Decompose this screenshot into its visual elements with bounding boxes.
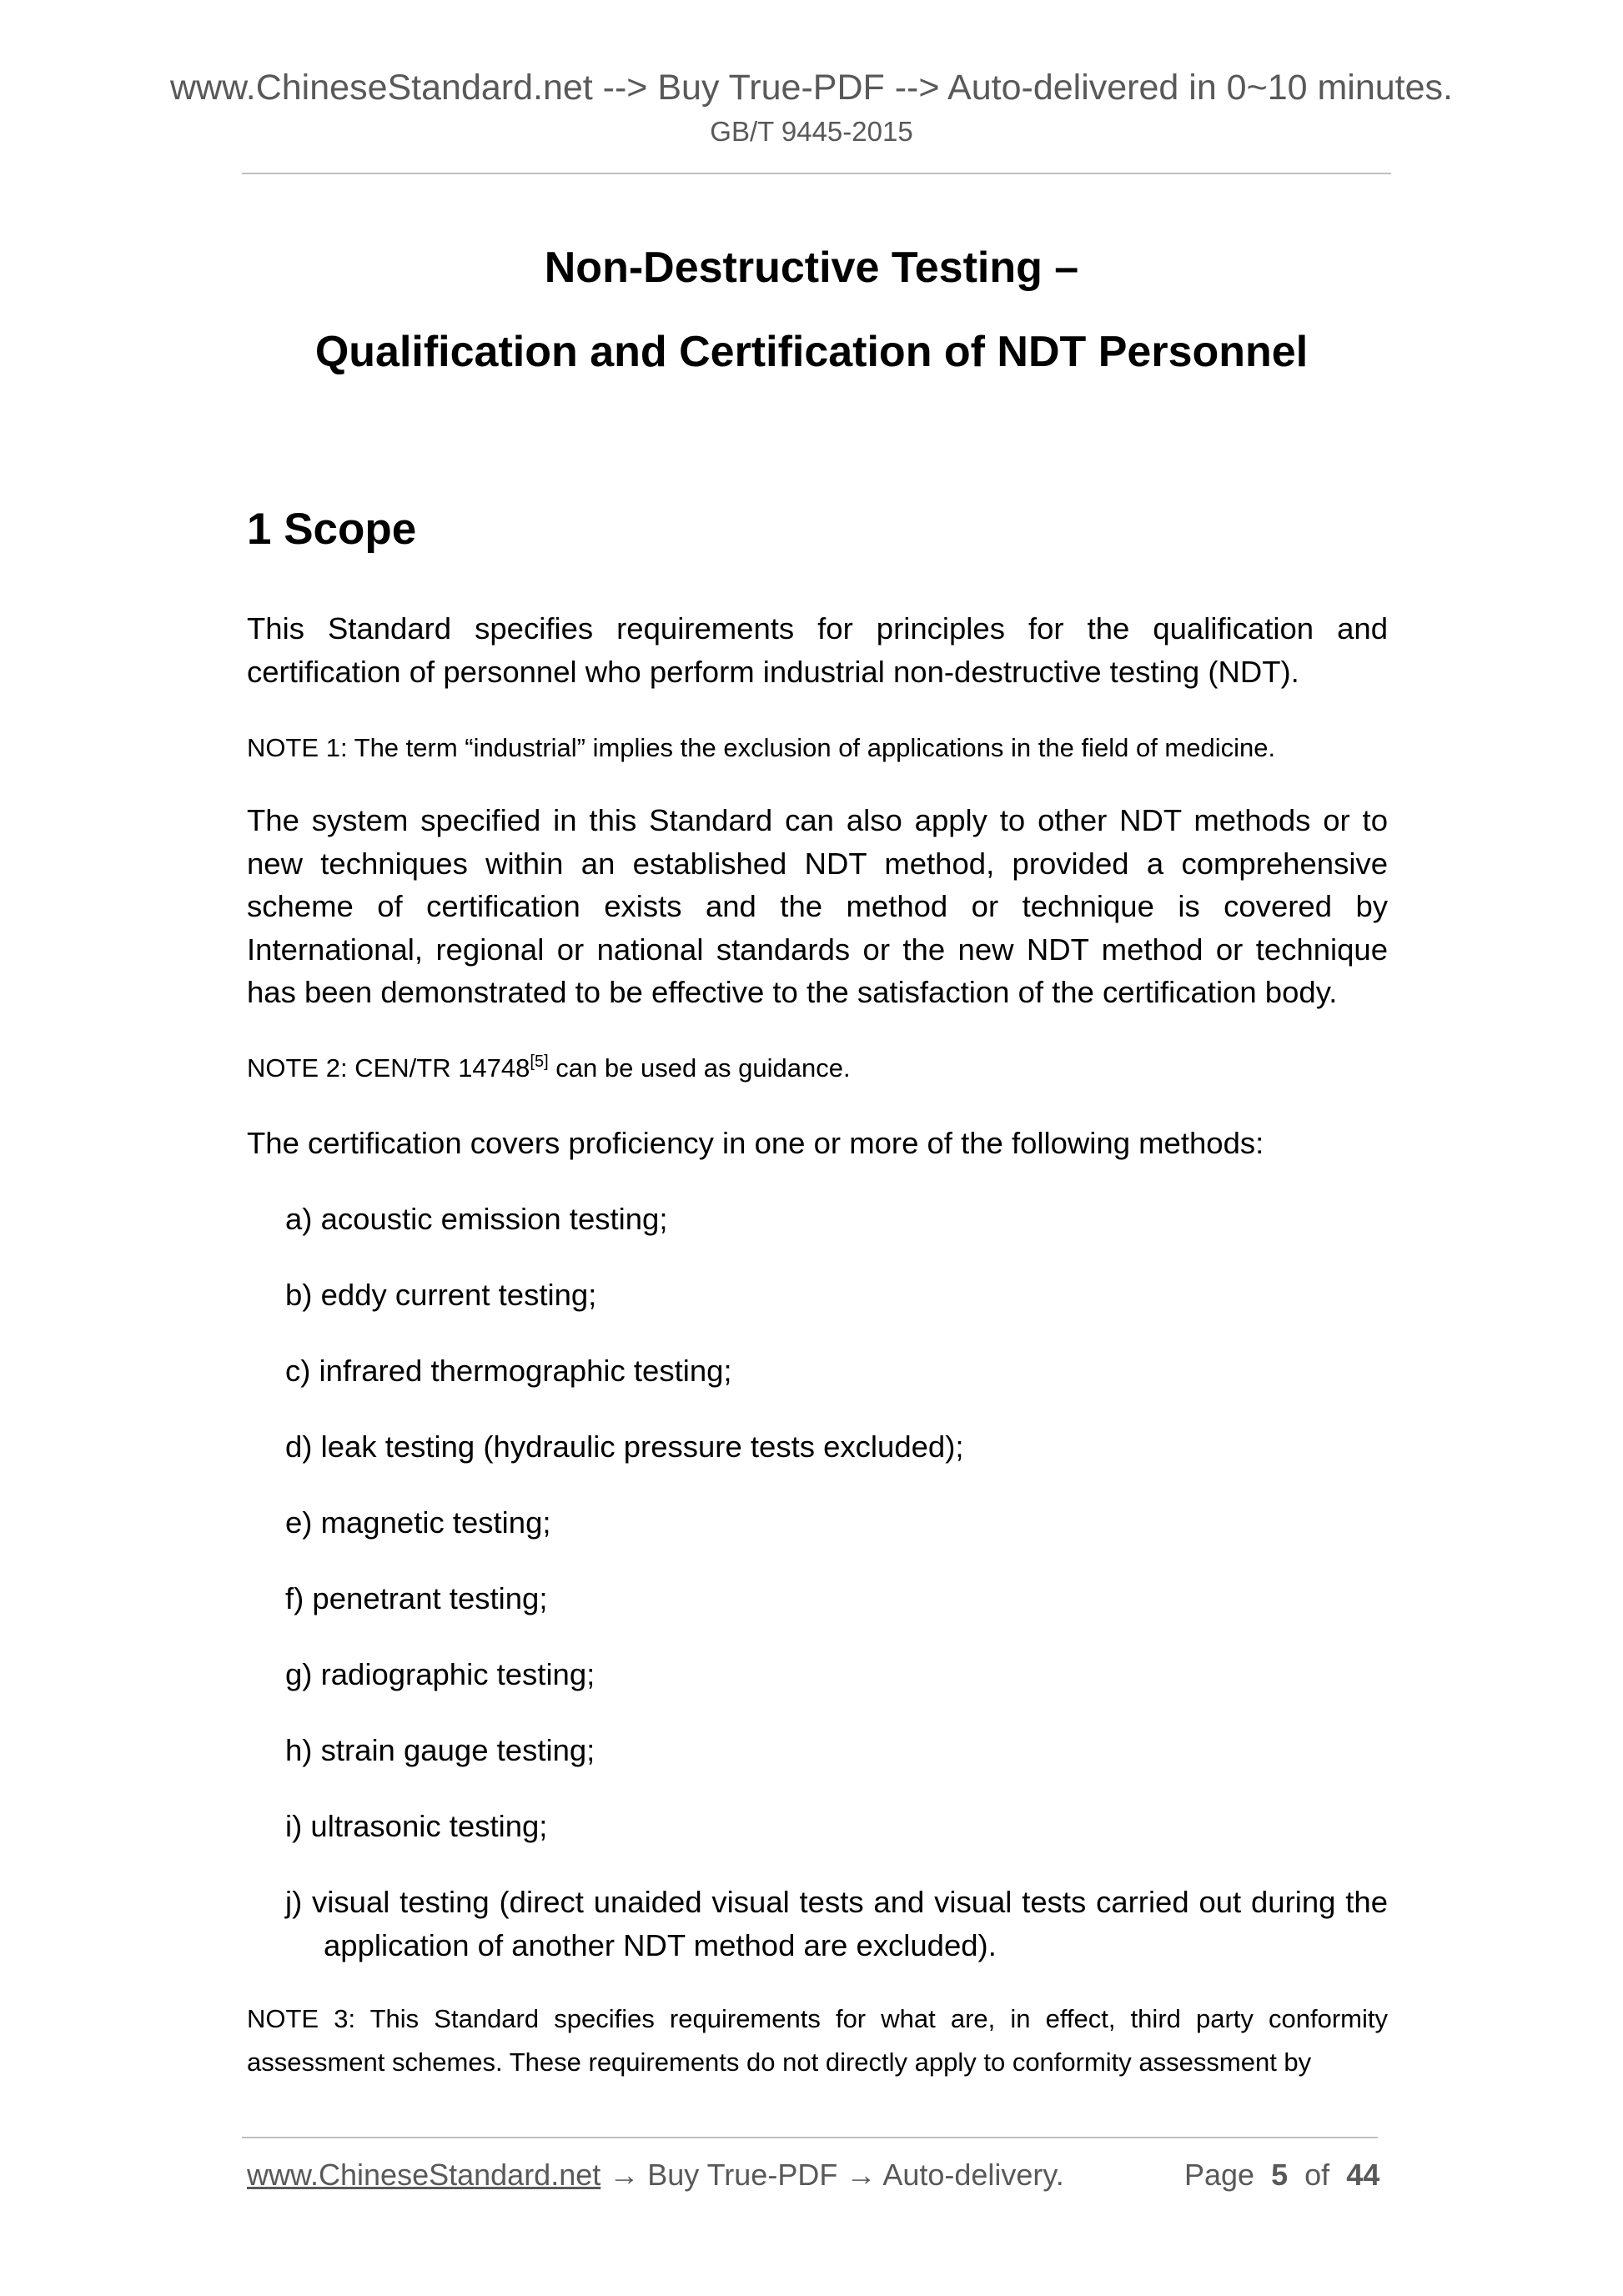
standard-code: GB/T 9445-2015 — [710, 116, 913, 147]
page-number: 5 — [1271, 2158, 1289, 2192]
scope-paragraph-1: This Standard specifies requirements for principles for the qualification and certification of personnel who perform industrial non-destructive testing (NDT). — [247, 611, 1388, 689]
method-list-item: f) penetrant testing; — [285, 1581, 548, 1615]
method-list-item: b) eddy current testing; — [285, 1278, 597, 1312]
footer-divider — [242, 2137, 1378, 2138]
page-indicator — [1184, 2156, 1379, 2194]
total-pages: 44 — [1346, 2158, 1380, 2192]
document-title-line-2: Qualification and Certification of NDT Personnel — [314, 328, 1309, 376]
header-divider — [242, 173, 1391, 174]
method-list-item: a) acoustic emission testing; — [285, 1202, 668, 1236]
note-2-suffix: can be used as guidance. — [548, 1053, 851, 1083]
document-title-line-1: Non-Destructive Testing – — [544, 244, 1079, 292]
footer-promo — [247, 2156, 1064, 2194]
method-list-item: h) strain gauge testing; — [285, 1733, 595, 1767]
method-list-item: d) leak testing (hydraulic pressure tests excluded); — [285, 1429, 964, 1464]
section-heading-scope: 1 Scope — [247, 505, 417, 554]
page-label: Page — [1184, 2158, 1255, 2192]
note-1: NOTE 1: The term “industrial” implies the exclusion of applications in the field of medicine. — [247, 733, 1276, 762]
of-label: of — [1304, 2158, 1330, 2192]
method-list-item: e) magnetic testing; — [285, 1505, 551, 1540]
scope-paragraph-3: The certification covers proficiency in one or more of the following methods: — [247, 1126, 1264, 1160]
method-list-item: j) visual testing (direct unaided visual tests and visual tests carried out during the application of another NDT method are excluded). — [285, 1885, 1388, 1962]
footer-site-link[interactable]: www.ChineseStandard.net — [247, 2158, 601, 2192]
footer-buy-text: → Buy True-PDF → Auto-delivery. — [600, 2158, 1064, 2192]
note-2-text: NOTE 2: CEN/TR 14748 — [247, 1053, 530, 1083]
scope-paragraph-2: The system specified in this Standard can also apply to other NDT methods or to new techniques within an established NDT method, provided a comprehensive scheme of certification exists and the method or technique is covered by International, regional or national standards or the new NDT method or technique has been demonstrated to be effective to the satisfaction of the certification body. — [247, 803, 1388, 1009]
method-list-item: c) infrared thermographic testing; — [285, 1354, 732, 1388]
method-list-item: i) ultrasonic testing; — [285, 1809, 548, 1843]
note-2 — [247, 1047, 1388, 1090]
note-3: NOTE 3: This Standard specifies requirements for what are, in effect, third party conformity assessment schemes. These requirements do not directly apply to conformity assessment by — [247, 2004, 1388, 2077]
top-banner: www.ChineseStandard.net --> Buy True-PDF --> Auto-delivered in 0~10 minutes. — [169, 68, 1453, 108]
note-2-reference: [5] — [530, 1053, 549, 1071]
method-list-item: g) radiographic testing; — [285, 1657, 595, 1691]
